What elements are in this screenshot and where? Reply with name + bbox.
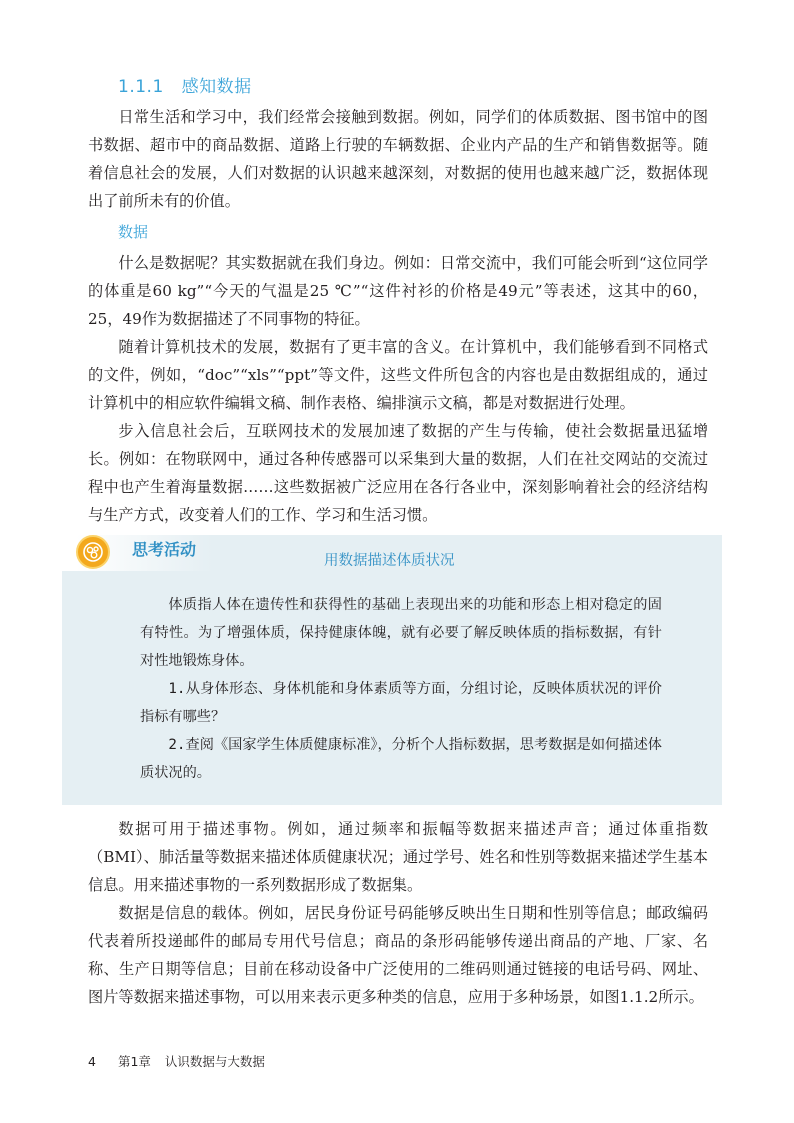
paragraph: 日常生活和学习中，我们经常会接触到数据。例如，同学们的体质数据、图书馆中的图书数据、超市中的商品数据、道路上行驶的车辆数据、企业内产品的生产和销售数据等。随着信息社会的发展，人们对数据的认识越来越深刻，对数据的使用也越来越广泛，数据体现出了前所未有的价值。 xyxy=(88,108,708,210)
chapter-title: 认识数据与大数据 xyxy=(164,1054,265,1069)
activity-title: 用数据描述体质状况 xyxy=(324,553,455,569)
page-number: 4 xyxy=(88,1054,96,1069)
section-number: 1.1.1 xyxy=(118,77,164,97)
paragraph: 步入信息社会后，互联网技术的发展加速了数据的产生与传输，使社会数据量迅猛增长。例如：在物联网中，通过各种传感器可以采集到大量的数据，人们在社交网站的交流过程中也产生着海量数据……这些数据被广泛应用在各行各业中，深刻影响着社会的经济结构与生产方式，改变着人们的工作、学习和生活习惯。 xyxy=(88,422,708,524)
subheading: 数据 xyxy=(118,223,149,241)
section-heading xyxy=(118,72,708,97)
activity-question: 2.查阅《国家学生体质健康标准》，分析个人指标数据，思考数据是如何描述体质状况的。 xyxy=(140,737,662,781)
activity-question: 1.从身体形态、身体机能和身体素质等方面，分组讨论，反映体质状况的评价指标有哪些？ xyxy=(140,681,662,725)
thinking-activity-box xyxy=(62,535,722,805)
activity-body xyxy=(62,581,722,787)
page-content xyxy=(88,72,708,1011)
paragraph: 数据可用于描述事物。例如，通过频率和振幅等数据来描述声音；通过体重指数（BMI）、肺活量等数据来描述体质健康状况；通过学号、姓名和性别等数据来描述学生基本信息。用来描述事物的一系列数据形成了数据集。 xyxy=(88,820,708,894)
chapter-label: 第1章 xyxy=(117,1054,151,1069)
activity-header xyxy=(62,540,722,581)
paragraph: 随着计算机技术的发展，数据有了更丰富的含义。在计算机中，我们能够看到不同格式的文件，例如，“doc”“xls”“ppt”等文件，这些文件所包含的内容也是由数据组成的，通过计算机中的相应软件编辑文稿、制作表格、编排演示文稿，都是对数据进行处理。 xyxy=(88,338,708,412)
section-title: 感知数据 xyxy=(181,77,252,97)
paragraph: 数据是信息的载体。例如，居民身份证号码能够反映出生日期和性别等信息；邮政编码代表着所投递邮件的邮局专用代号信息；商品的条形码能够传递出商品的产地、厂家、名称、生产日期等信息；目前在移动设备中广泛使用的二维码则通过链接的电话号码、网址、图片等数据来描述事物，可以用来表示更多种类的信息，应用于多种场景，如图1.1.2所示。 xyxy=(88,904,708,1006)
activity-label: 思考活动 xyxy=(132,540,197,559)
bubbles-icon xyxy=(76,535,110,569)
paragraph: 什么是数据呢？其实数据就在我们身边。例如：日常交流中，我们可能会听到“这位同学的体重是60 kg”“今天的气温是25 ℃”“这件衬衫的价格是49元”等表述，这其中的60，25，49作为数据描述了不同事物的特征。 xyxy=(88,254,708,328)
activity-paragraph: 体质指人体在遗传性和获得性的基础上表现出来的功能和形态上相对稳定的固有特性。为了增强体质，保持健康体魄，就有必要了解反映体质的指标数据，有针对性地锻炼身体。 xyxy=(140,597,662,669)
page-footer xyxy=(88,1052,265,1070)
